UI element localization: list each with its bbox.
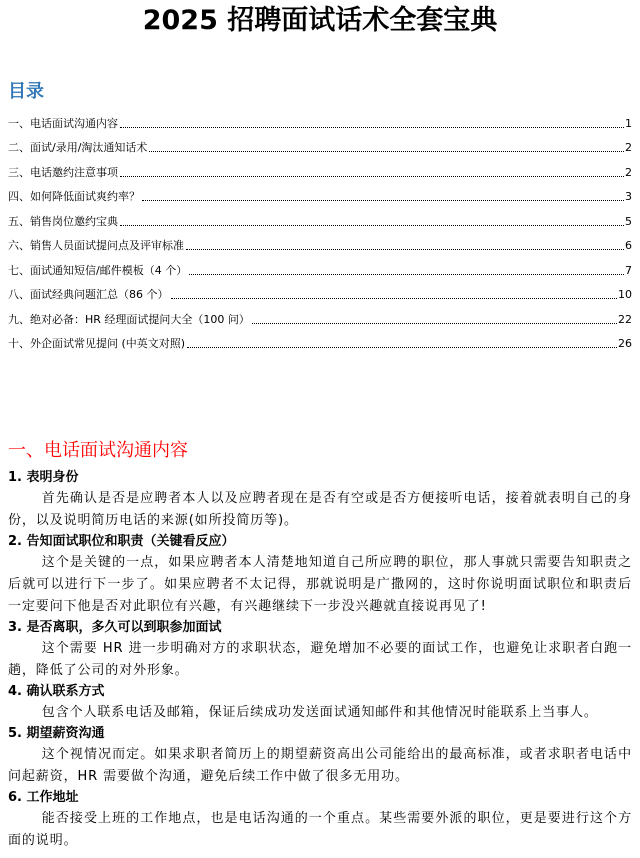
toc-entry-label: 五、销售岗位邀约宝典 [8,214,118,228]
toc-entry-page: 22 [618,312,632,326]
toc-entry-label: 九、绝对必备：HR 经理面试提问大全（100 问） [8,312,250,326]
section-item [8,682,632,724]
toc-entry-page: 26 [618,337,632,350]
toc-entry-page: 3 [625,190,632,203]
toc-entry-page: 2 [625,165,632,179]
toc-leader [120,225,624,226]
toc-entry-label: 二、面试/录用/淘汰通知话术 [8,141,148,154]
item-heading: 5. 期望薪资沟通 [8,726,105,741]
section-item [8,468,632,532]
toc-leader [252,323,617,324]
toc-entry-page: 1 [625,116,632,130]
section-item [8,532,632,618]
toc-entry[interactable] [8,278,632,303]
toc-entry-page: 6 [625,239,632,252]
toc-entry-page: 5 [625,214,632,228]
toc-entry[interactable] [8,180,632,205]
toc-entry[interactable] [8,155,632,180]
toc-leader [187,347,617,348]
item-body: 这个是关键的一点，如果应聘者本人清楚地知道自己所应聘的职位，那人事就只需要告知职责之后就可以进行下一步了。如果应聘者不太记得，那就说明是广撒网的，这时你说明面试职位和职责后一定要问下他是否对此职位有兴趣，有兴趣继续下一步没兴趣就直接说再见了! [8,555,632,614]
item-body: 首先确认是否是应聘者本人以及应聘者现在是否有空或是否方便接听电话，接着就表明自己的身份，以及说明简历电话的来源(如所投简历等)。 [8,491,632,528]
toc-entry[interactable] [8,204,632,229]
toc-leader [186,249,624,250]
toc-heading: 目录 [8,81,44,102]
section-item [8,724,632,788]
section-phone-interview [8,438,632,852]
toc-leader [149,151,624,152]
toc-entry-label: 十、外企面试常见提问 (中英文对照) [8,337,186,350]
item-body: 能否接受上班的工作地点，也是电话沟通的一个重点。某些需要外派的职位，更是要进行这个方面的说明。 [8,811,632,848]
toc-entry-label: 一、电话面试沟通内容 [8,116,118,130]
item-body: 这个需要 HR 进一步明确对方的求职状态，避免增加不必要的面试工作，也避免让求职者白跑一趟，降低了公司的对外形象。 [8,641,632,678]
toc-entry[interactable] [8,106,632,131]
toc-entry[interactable] [8,327,632,352]
item-heading: 3. 是否离职，多久可以到职参加面试 [8,620,222,635]
item-body: 这个视情况而定。如果求职者简历上的期望薪资高出公司能给出的最高标准，或者求职者电话中问起薪资，HR 需要做个沟通，避免后续工作中做了很多无用功。 [8,747,632,784]
toc-entry[interactable] [8,253,632,278]
section-item [8,618,632,682]
item-heading: 4. 确认联系方式 [8,684,105,699]
toc-entry[interactable] [8,131,632,156]
item-heading: 2. 告知面试职位和职责（关键看反应） [8,534,235,549]
toc-entry-label: 八、面试经典问题汇总（86 个） [8,288,169,301]
table-of-contents [8,106,632,351]
toc-entry-page: 7 [625,263,632,277]
toc-entry[interactable] [8,229,632,254]
toc-leader [142,200,624,201]
toc-entry-label: 七、面试通知短信/邮件模板（4 个） [8,263,188,277]
toc-entry-label: 三、电话邀约注意事项 [8,165,118,179]
section-heading: 一、电话面试沟通内容 [8,440,188,461]
toc-leader [189,274,624,275]
toc-leader [171,298,618,299]
item-heading: 1. 表明身份 [8,470,79,485]
toc-entry-label: 四、如何降低面试爽约率？ [8,190,140,203]
toc-entry-label: 六、销售人员面试提问点及评审标准 [8,239,184,252]
item-heading: 6. 工作地址 [8,790,79,805]
section-item [8,788,632,852]
toc-entry-page: 2 [625,141,632,154]
toc-leader [120,127,624,128]
toc-entry-page: 10 [618,288,632,301]
toc-leader [120,176,624,177]
toc-entry[interactable] [8,302,632,327]
item-body: 包含个人联系电话及邮箱，保证后续成功发送面试通知邮件和其他情况时能联系上当事人。 [41,705,598,720]
document-title: 2025 招聘面试话术全套宝典 [142,5,498,36]
